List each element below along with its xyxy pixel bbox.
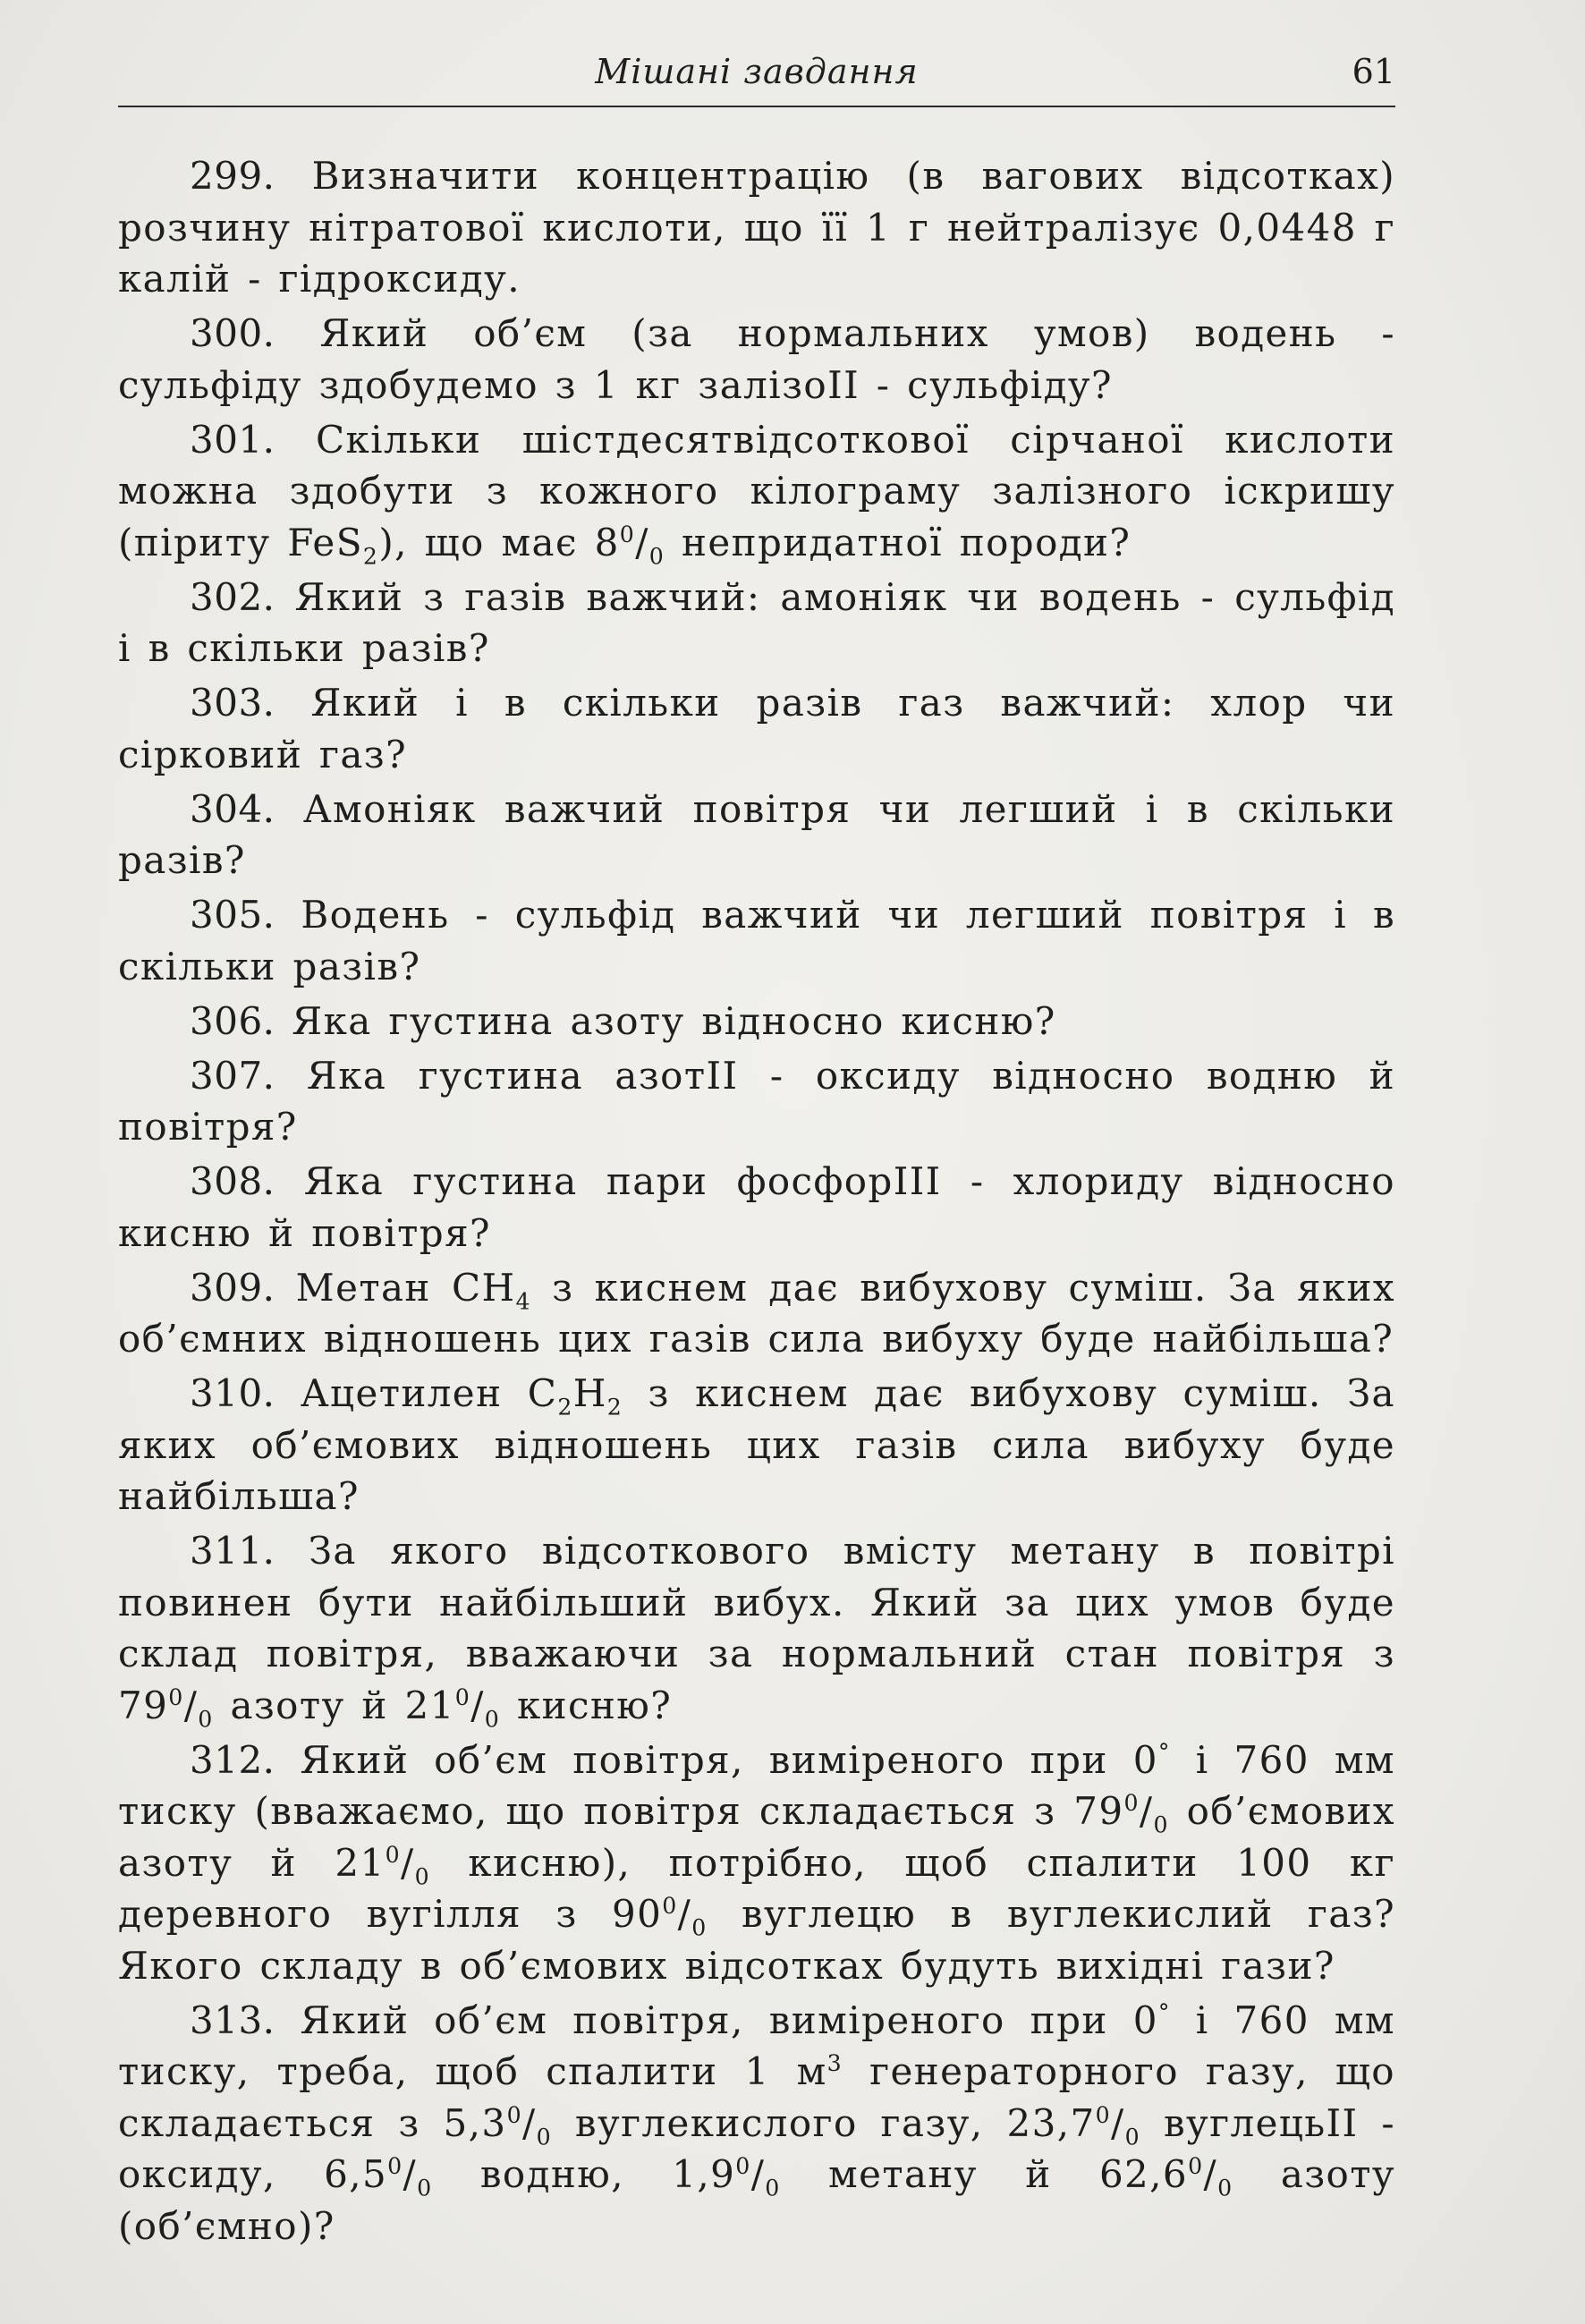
subscript: 0 xyxy=(536,2123,552,2150)
superscript: 0 xyxy=(619,521,636,547)
problem-text: азоту (об’ємно)? xyxy=(118,2152,1395,2248)
subscript: 0 xyxy=(1124,2123,1141,2150)
percent-slash: / xyxy=(183,1683,199,1727)
problem-text: кисню), потрібно, щоб спалити 100 кг деревного вугілля з 90 xyxy=(118,1840,1395,1936)
problem-text: вуглекислого газу, 23,7 xyxy=(552,2100,1096,2145)
problem-305 xyxy=(118,889,1395,992)
problem-308 xyxy=(118,1156,1395,1259)
percent-slash: / xyxy=(750,2152,766,2196)
percent-slash: / xyxy=(1111,2100,1125,2145)
problem-number: 300. xyxy=(190,311,275,355)
problem-number: 299. xyxy=(190,154,275,198)
superscript: 0 xyxy=(1123,1790,1140,1816)
problem-text: Метан CH xyxy=(295,1265,516,1310)
problem-312 xyxy=(118,1735,1395,1992)
problem-text: з киснем дає вибухову суміш. За яких об’ємових відношень цих газів сила вибуху буде найбільша? xyxy=(118,1371,1395,1518)
percent-slash: / xyxy=(1139,1789,1154,1833)
problem-309 xyxy=(118,1262,1395,1365)
problem-text: Який об’єм повітря, виміреного при 0 xyxy=(300,1997,1158,2042)
problem-number: 312. xyxy=(190,1737,275,1782)
problem-number: 307. xyxy=(190,1053,275,1098)
percent-slash: / xyxy=(401,1840,415,1885)
problem-text: Який і в скільки разів газ важчий: хлор чи сірковий газ? xyxy=(118,681,1395,776)
subscript: 2 xyxy=(606,1394,623,1421)
problem-299 xyxy=(118,150,1395,305)
percent-slash: / xyxy=(635,520,649,564)
problem-number: 301. xyxy=(190,417,275,462)
problem-text: Ацетилен C xyxy=(300,1371,558,1415)
problem-304 xyxy=(118,784,1395,886)
problem-text: Водень - сульфід важчий чи легший повітря і в скільки разів? xyxy=(118,893,1395,988)
problem-text: Який об’єм повітря, виміреного при 0 xyxy=(300,1737,1158,1782)
percent-slash: / xyxy=(403,2152,418,2196)
problem-text: Який з газів важчий: амоніяк чи водень - сульфід і в скільки разів? xyxy=(118,574,1395,670)
problem-text: і 760 мм тиску (вважаємо, що повітря складається з 79 xyxy=(118,1737,1395,1833)
superscript: 0 xyxy=(1095,2101,1112,2128)
problem-text: Який об’єм (за нормальних умов) водень - сульфіду здобудемо з 1 кг залізоII - сульфіду? xyxy=(118,311,1395,407)
problem-310 xyxy=(118,1368,1395,1522)
header-rule xyxy=(118,106,1395,107)
problem-number: 306. xyxy=(190,998,275,1043)
problem-300 xyxy=(118,308,1395,411)
problem-number: 311. xyxy=(190,1529,275,1573)
running-title: Мішані завдання xyxy=(595,52,919,91)
percent-slash: / xyxy=(677,1892,692,1936)
problem-302 xyxy=(118,572,1395,674)
subscript: 0 xyxy=(1153,1811,1169,1838)
subscript: 0 xyxy=(691,1914,708,1941)
problem-303 xyxy=(118,677,1395,780)
subscript: 0 xyxy=(484,1705,501,1732)
page-number: 61 xyxy=(1352,52,1395,91)
subscript: 2 xyxy=(557,1394,573,1421)
problem-text: непридатної породи? xyxy=(665,520,1132,564)
problem-text: і 760 мм тиску, треба, щоб спалити 1 м xyxy=(118,1997,1395,2093)
superscript: 3 xyxy=(826,2050,843,2076)
problem-number: 302. xyxy=(190,574,275,619)
problem-text: Яка густина азотII - оксиду відносно водню й повітря? xyxy=(118,1053,1395,1149)
problem-list xyxy=(118,150,1395,2255)
problem-text: вуглецьII - оксиду, 6,5 xyxy=(118,2100,1395,2196)
degree-sign: ° xyxy=(1157,1738,1171,1765)
superscript: 0 xyxy=(387,2153,403,2179)
subscript: 0 xyxy=(414,1862,431,1889)
problem-text: За якого відсоткового вмісту метану в повітрі повинен бути найбільший вибух. Який за цих умов буде склад повітря, вважаючи за нормальний стан повітря з 79 xyxy=(118,1529,1395,1727)
problem-number: 304. xyxy=(190,786,275,831)
problem-text: азоту й 21 xyxy=(213,1683,455,1727)
problem-text: H xyxy=(572,1371,607,1415)
problem-text: Яка густина азоту відносно кисню? xyxy=(292,998,1056,1043)
subscript: 2 xyxy=(362,542,379,569)
problem-text: Визначити концентрацію (в вагових відсотках) розчину нітратової кислоти, що її 1 г нейтралізує 0,0448 г калій - гідроксиду. xyxy=(118,154,1395,301)
percent-slash: / xyxy=(1203,2152,1218,2196)
subscript: 0 xyxy=(417,2175,433,2201)
problem-number: 308. xyxy=(190,1159,275,1203)
problem-301 xyxy=(118,414,1395,569)
problem-text: генераторного газу, що складається з 5,3 xyxy=(118,2049,1395,2145)
superscript: 0 xyxy=(1188,2153,1204,2179)
subscript: 0 xyxy=(765,2175,781,2201)
subscript: 4 xyxy=(515,1287,531,1314)
problem-text: кисню? xyxy=(500,1683,673,1727)
problem-text: Амоніяк важчий повітря чи легший і в скільки разів? xyxy=(118,786,1395,882)
problem-text: ), що має 8 xyxy=(378,520,620,564)
problem-text: водню, 1,9 xyxy=(432,2152,736,2196)
percent-slash: / xyxy=(470,1683,485,1727)
problem-306 xyxy=(118,996,1395,1047)
problem-313 xyxy=(118,1995,1395,2252)
superscript: 0 xyxy=(385,1841,402,1868)
superscript: 0 xyxy=(662,1893,678,1919)
degree-sign: ° xyxy=(1157,1998,1171,2025)
subscript: 0 xyxy=(1217,2175,1233,2201)
superscript: 0 xyxy=(506,2101,522,2128)
problem-text: метану й 62,6 xyxy=(780,2152,1189,2196)
problem-number: 305. xyxy=(190,893,275,937)
superscript: 0 xyxy=(168,1684,184,1710)
problem-307 xyxy=(118,1050,1395,1153)
problem-text: з киснем дає вибухову суміш. За яких об’ємних відношень цих газів сила вибуху буде найбільша? xyxy=(118,1265,1395,1361)
percent-slash: / xyxy=(522,2100,537,2145)
problem-text: Яка густина пари фосфорIII - хлориду відносно кисню й повітря? xyxy=(118,1159,1395,1255)
problem-text: вуглецю в вуглекислий газ? Якого складу в об’ємових відсотках будуть вихідні гази? xyxy=(118,1892,1395,1988)
page-header xyxy=(118,52,1395,104)
problem-number: 309. xyxy=(190,1265,275,1310)
superscript: 0 xyxy=(454,1684,471,1710)
problem-text: Скільки шістдесятвідсоткової сірчаної кислоти можна здобути з кожного кілограму залізного іскришу (піриту FeS xyxy=(118,417,1395,564)
problem-text: об’ємових азоту й 21 xyxy=(118,1789,1395,1885)
subscript: 0 xyxy=(198,1705,214,1732)
problem-311 xyxy=(118,1525,1395,1731)
problem-number: 313. xyxy=(190,1997,275,2042)
problem-number: 303. xyxy=(190,681,275,725)
problem-number: 310. xyxy=(190,1371,275,1415)
superscript: 0 xyxy=(735,2153,751,2179)
subscript: 0 xyxy=(648,542,665,569)
